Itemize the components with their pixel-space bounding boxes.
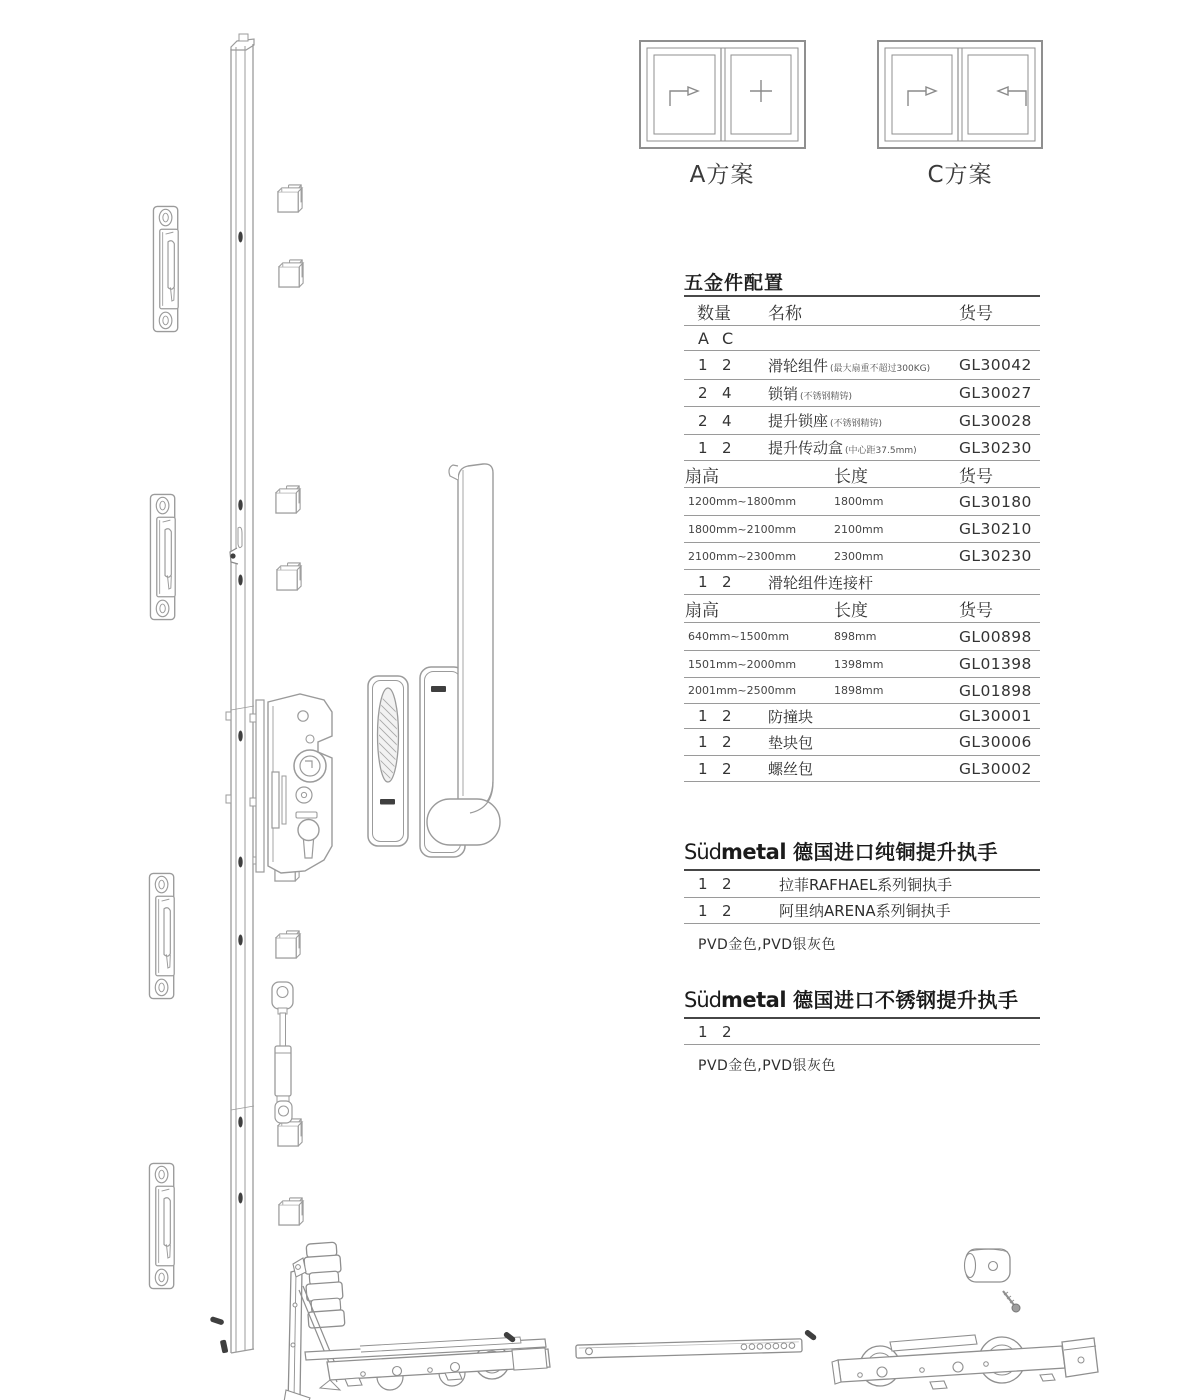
table-row	[684, 756, 1040, 782]
pin	[210, 1316, 225, 1326]
qty-c: 2	[722, 356, 732, 374]
lift-gear-box	[250, 694, 332, 873]
part-name: 拉菲RAFHAEL系列铜执手	[779, 875, 953, 894]
qty-a: 1	[698, 1022, 708, 1041]
brand-section-stainless	[684, 984, 1040, 1075]
section-title-text: 德国进口纯铜提升执手	[793, 840, 999, 864]
qty-a: 1	[698, 356, 708, 374]
table-row	[684, 704, 1040, 729]
qty-c: 2	[722, 901, 732, 920]
table-row	[684, 435, 1040, 461]
qty-c: 2	[722, 875, 732, 893]
plan-c-diagram	[878, 41, 1042, 148]
part-sku: GL30210	[959, 520, 1032, 538]
plan-a-diagram	[640, 41, 805, 148]
header-qty: 数量	[697, 303, 731, 324]
qty-c: 2	[722, 707, 732, 725]
finish-note: PVD金色,PVD银灰色	[698, 937, 837, 953]
section-title	[684, 836, 1040, 871]
part-name: 滑轮组件	[768, 356, 829, 375]
table-row	[684, 351, 1040, 380]
qty-c: 4	[722, 411, 732, 430]
header-len: 长度	[834, 601, 868, 621]
qty-c: 2	[722, 573, 732, 591]
part-sku: GL30042	[959, 356, 1032, 374]
part-sku: GL30006	[959, 733, 1032, 751]
fan-range: 2001mm~2500mm	[688, 684, 797, 697]
qty-a: 1	[698, 733, 708, 751]
part-sku: GL30001	[959, 707, 1032, 725]
part-name: 垫块包	[768, 733, 814, 752]
qty-c: 2	[722, 733, 732, 751]
qty-c: 2	[722, 1022, 732, 1041]
clip-block	[276, 486, 300, 513]
part-name: 防撞块	[768, 707, 814, 726]
clip-block	[276, 931, 300, 958]
keeper-plate	[153, 206, 178, 331]
header-name: 名称	[768, 303, 802, 324]
end-cap-block	[965, 1249, 1011, 1282]
table-row	[684, 407, 1040, 435]
clip-block	[279, 260, 303, 287]
connector-bar	[576, 1339, 802, 1358]
size-row	[684, 623, 1040, 651]
table-title: 五金件配置	[684, 272, 1040, 297]
table-subheader-row	[684, 326, 1040, 351]
table-row	[684, 380, 1040, 407]
length: 1398mm	[834, 657, 884, 671]
screw	[1003, 1291, 1020, 1312]
lift-handle	[420, 464, 500, 857]
qty-a: 1	[698, 707, 708, 725]
brand-logo: Süd	[684, 840, 721, 864]
header-sku: 货号	[959, 303, 993, 324]
length: 1898mm	[834, 684, 884, 697]
header-fan: 扇高	[685, 601, 719, 621]
connector-row	[684, 570, 1040, 595]
fan-range: 1200mm~1800mm	[688, 495, 797, 508]
keeper-plate	[149, 873, 174, 998]
size-row	[684, 678, 1040, 704]
part-note: (中心距37.5mm)	[845, 446, 917, 456]
table-header-row	[684, 297, 1040, 326]
part-name: 提升锁座	[768, 412, 829, 430]
size-row	[684, 488, 1040, 516]
brand-logo-bold: metal	[720, 840, 787, 864]
size-row	[684, 543, 1040, 570]
header-len: 长度	[834, 466, 868, 487]
length: 2300mm	[834, 549, 884, 563]
subheader-c: C	[722, 328, 734, 348]
part-note: (不锈钢精铸)	[830, 419, 883, 429]
length: 2100mm	[834, 522, 884, 536]
part-name: 锁销	[768, 384, 799, 403]
brand-row	[684, 871, 1040, 898]
pin	[804, 1329, 818, 1341]
part-note: (不锈钢精铸)	[800, 391, 853, 402]
plan-c-label: C方案	[927, 162, 993, 188]
clip-block	[277, 563, 301, 590]
part-sku: GL01898	[959, 681, 1032, 700]
subheader-a: A	[698, 328, 709, 348]
qty-a: 1	[698, 759, 708, 778]
damper-strut	[272, 982, 293, 1123]
size-header-row	[684, 595, 1040, 623]
brand-logo-bold: metal	[720, 988, 787, 1012]
qty-a: 2	[698, 411, 708, 430]
header-fan: 扇高	[685, 466, 719, 487]
header-sku: 货号	[959, 601, 993, 621]
part-sku: GL00898	[959, 627, 1032, 646]
part-name: 螺丝包	[768, 760, 814, 778]
fan-range: 2100mm~2300mm	[688, 549, 797, 563]
size-row	[684, 516, 1040, 543]
keeper-plate	[149, 1163, 174, 1288]
qty-c: 4	[722, 384, 732, 402]
fan-range: 1501mm~2000mm	[688, 657, 797, 671]
espagnolette-bar	[220, 34, 258, 1353]
roller-carriage-right	[832, 1335, 1098, 1389]
length: 898mm	[834, 630, 877, 643]
part-name: 阿里纳ARENA系列铜执手	[779, 902, 951, 920]
flush-pull-handle	[368, 676, 410, 846]
part-sku: GL30230	[959, 547, 1032, 565]
qty-a: 1	[698, 901, 708, 920]
brand-logo: Süd	[684, 988, 721, 1012]
table-row	[684, 729, 1040, 756]
size-header-row	[684, 461, 1040, 488]
part-sku: GL30002	[959, 759, 1032, 778]
brand-section-copper	[684, 836, 1040, 954]
qty-a: 1	[698, 875, 708, 893]
handle-grip	[427, 799, 500, 845]
clip-block	[279, 1198, 303, 1225]
finish-note: PVD金色,PVD银灰色	[698, 1058, 837, 1074]
qty-a: 2	[698, 384, 708, 402]
roller-carriage-left	[305, 1337, 550, 1390]
brand-mark	[380, 799, 395, 805]
part-sku: GL01398	[959, 655, 1032, 673]
part-sku: GL30180	[959, 492, 1032, 511]
plan-a-label: A方案	[689, 162, 755, 188]
keeper-plate	[150, 494, 175, 619]
size-row	[684, 651, 1040, 678]
part-name: 滑轮组件连接杆	[768, 573, 874, 592]
part-sku: GL30028	[959, 411, 1032, 430]
fan-range: 640mm~1500mm	[688, 630, 790, 643]
hardware-table	[684, 272, 1040, 782]
qty-c: 2	[722, 438, 732, 457]
header-sku: 货号	[959, 466, 993, 487]
section-title	[684, 984, 1040, 1019]
fan-range: 1800mm~2100mm	[688, 522, 797, 536]
qty-c: 2	[722, 759, 732, 778]
length: 1800mm	[834, 495, 884, 508]
qty-a: 1	[698, 573, 708, 591]
brand-row	[684, 1019, 1040, 1045]
part-note: (最大扇重不超过300KG)	[830, 363, 931, 374]
clip-block	[278, 185, 302, 212]
part-name: 提升传动盒	[768, 439, 844, 457]
brand-row	[684, 898, 1040, 924]
part-sku: GL30027	[959, 384, 1032, 402]
brand-mark	[431, 686, 446, 692]
section-title-text: 德国进口不锈钢提升执手	[793, 988, 1019, 1012]
qty-a: 1	[698, 438, 708, 457]
part-sku: GL30230	[959, 438, 1032, 457]
